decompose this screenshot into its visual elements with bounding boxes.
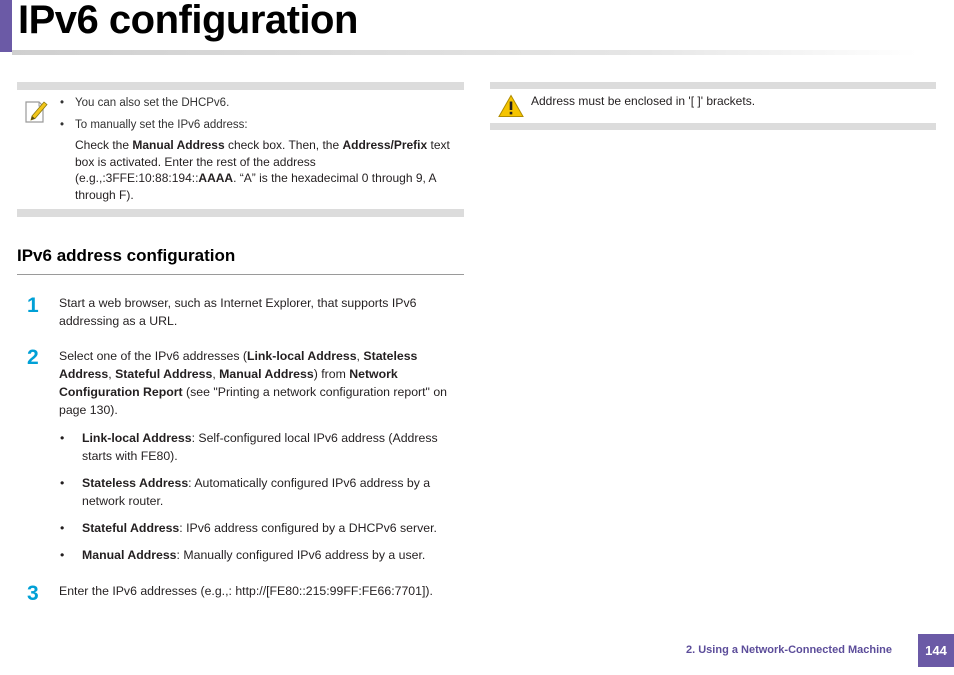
list-item-stateless: • Stateless Address: Automatically configured IPv6 address by a network router. <box>59 474 459 510</box>
list-item-link-local: • Link-local Address: Self-configured local IPv6 address (Address starts with FE80). <box>59 429 459 465</box>
title-underline <box>12 50 917 55</box>
section-title: IPv6 address configuration <box>17 246 236 265</box>
step-3-text: Enter the IPv6 addresses (e.g.,: http://[FE80::215:99FF:FE66:7701]). <box>59 584 433 598</box>
step-2-text: Select one of the IPv6 addresses (Link-local Address, Stateless Address, Stateful Address, Manual Address) from Network Configuration Report (see "Printing a network configuration report" on page 130). <box>59 349 448 417</box>
footer-chapter-link[interactable]: 2. Using a Network-Connected Machine <box>686 644 892 656</box>
list-item-manual: • Manual Address: Manually configured IPv6 address by a user. <box>59 546 459 564</box>
note-item-dhcpv6: • You can also set the DHCPv6. <box>57 95 457 112</box>
warning-triangle-icon <box>498 94 524 118</box>
page-number-badge: 144 <box>918 634 954 667</box>
title-accent-bar <box>0 0 12 52</box>
step-1-number: 1 <box>27 294 39 317</box>
step-2-number: 2 <box>27 346 39 369</box>
note-list <box>57 95 457 203</box>
warning-text: Address must be enclosed in '[ ]' brackets. <box>531 94 756 108</box>
section-divider <box>17 274 464 275</box>
note-manual-instructions: Check the Manual Address check box. Then, the Address/Prefix text box is activated. Enter the rest of the address (e.g.,:3FFE:10:88:194::AAAA. “A” is the hexadecimal 0 through 9, A through F). <box>75 138 450 202</box>
step-1-text: Start a web browser, such as Internet Explorer, that supports IPv6 addressing as a URL. <box>59 296 417 328</box>
note-item-manual: • To manually set the IPv6 address: <box>57 117 457 134</box>
warning-box <box>490 82 936 130</box>
note-pencil-icon <box>24 98 48 124</box>
step-3-number: 3 <box>27 582 39 605</box>
note-box <box>17 82 464 217</box>
page-title: IPv6 configuration <box>18 0 358 42</box>
list-item-stateful: • Stateful Address: IPv6 address configured by a DHCPv6 server. <box>59 519 459 537</box>
